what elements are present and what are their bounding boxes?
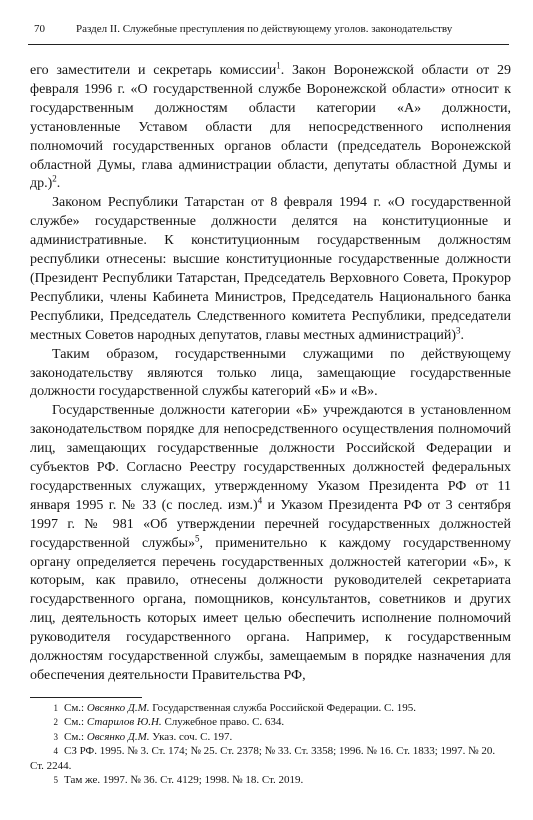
footnotes [30,701,511,787]
author: Овсянко Д.М. [86,730,150,743]
footnote-mark: 2 [53,717,58,728]
footnote-mark: 3 [53,731,58,742]
paragraph: Государственные должности категории «Б» учреждаются в установленном законодательством порядке для непосредственного осуществления полномочий лиц, замещающих государственные должности Российской Федерации и субъектов РФ. Согласно Реестру государственных должностей федеральных государственных служащих, утвержденному Указом Президента РФ от 11 января 1995 г. № 33 (с послед. изм.)$^4$ и Указом Президента РФ от 3 сентября 1997 г. № 981 «Об утверждении перечней государственных должностей государственной службы»$^5$, применительно к каждому государственному органу определяется перечень государственных должностей категории «Б», к которым, как правило, отнесены должности руководителей секретариата государственного органа, помощников, консультантов, советников и других лиц, деятельность которых имеет целью обеспечить исполнение полномочий руководителя государственного органа. Например, к государственным должностям государственной службы, замещаемым в порядке назначения для обеспечения деятельности Правительства РФ, [30,403,512,683]
main-text [30,62,511,686]
paragraph: его заместители и секретарь комиссии$^1$. Закон Воронежской области от 29 февраля 1996 г. «О государственной службе Воронежской области» относит к государственным должностям области категории «А» должности, установленные Уставом области для непосредственного исполнения полномочий государственных органов области (председатель Воронежской областной Думы, глава администрации области, депутаты областной Думы и др.)$^2$. [30,60,511,192]
footnote-ref[interactable]: 2 [52,173,57,184]
paragraph: Законом Республики Татарстан от 8 февраля 1994 г. «О государственной службе» государственные должности делятся на конституционные и административные. К конституционным государственным должностям республики отнесены: высшие конституционные государственные должности (Президент Республики Татарстан, Председатель Верховного Совета, Прокурор Республики, члены Кабинета Министров, Председатель Национального банка Республики, Председатель Следственного комитета Республики, председатели местных Советов народных депутатов, главы местных администраций)$^3$. [30,195,511,343]
footnote-mark: 4 [53,746,58,757]
footnote: 2 См.: Старилов Ю.Н. Служебное право. С. 634. [30,715,511,729]
footnote-ref[interactable]: 4 [257,495,263,506]
paragraph: Таким образом, государственными служащими по действующему законодательству являются только лица, замещающие государственные должности государственной службы категорий «Б» и «В». [30,346,511,400]
footnote: 1 См.: Овсянко Д.М. Государственная служба Российской Федерации. С. 195. [30,701,511,715]
footnote-ref[interactable]: 1 [276,60,281,71]
footnote-mark: 5 [53,775,58,786]
footnote: 5 Там же. 1997. № 36. Ст. 4129; 1998. № 18. Ст. 2019. [30,773,511,787]
footnote-ref[interactable]: 5 [195,533,200,543]
header-rule [28,44,509,45]
footnote: 3 См.: Овсянко Д.М. Указ. соч. С. 197. [30,730,511,744]
footnote: 4 СЗ РФ. 1995. № 3. Ст. 174; № 25. Ст. 2378; № 33. Ст. 3358; 1996. № 16. Ст. 1833; 1997. № 20. Ст. 2244. [30,745,496,772]
footnote-mark: 1 [53,703,58,713]
author: Овсянко Д.М. [86,702,150,714]
page-number: 70 [34,23,45,35]
footnote-separator [30,697,142,698]
page-header [18,22,513,36]
running-title: Раздел II. Служебные преступления по действующему уголов. законодательству [76,23,453,35]
author: Старилов Ю.Н. [86,716,162,729]
footnote-ref[interactable]: 3 [456,325,461,336]
